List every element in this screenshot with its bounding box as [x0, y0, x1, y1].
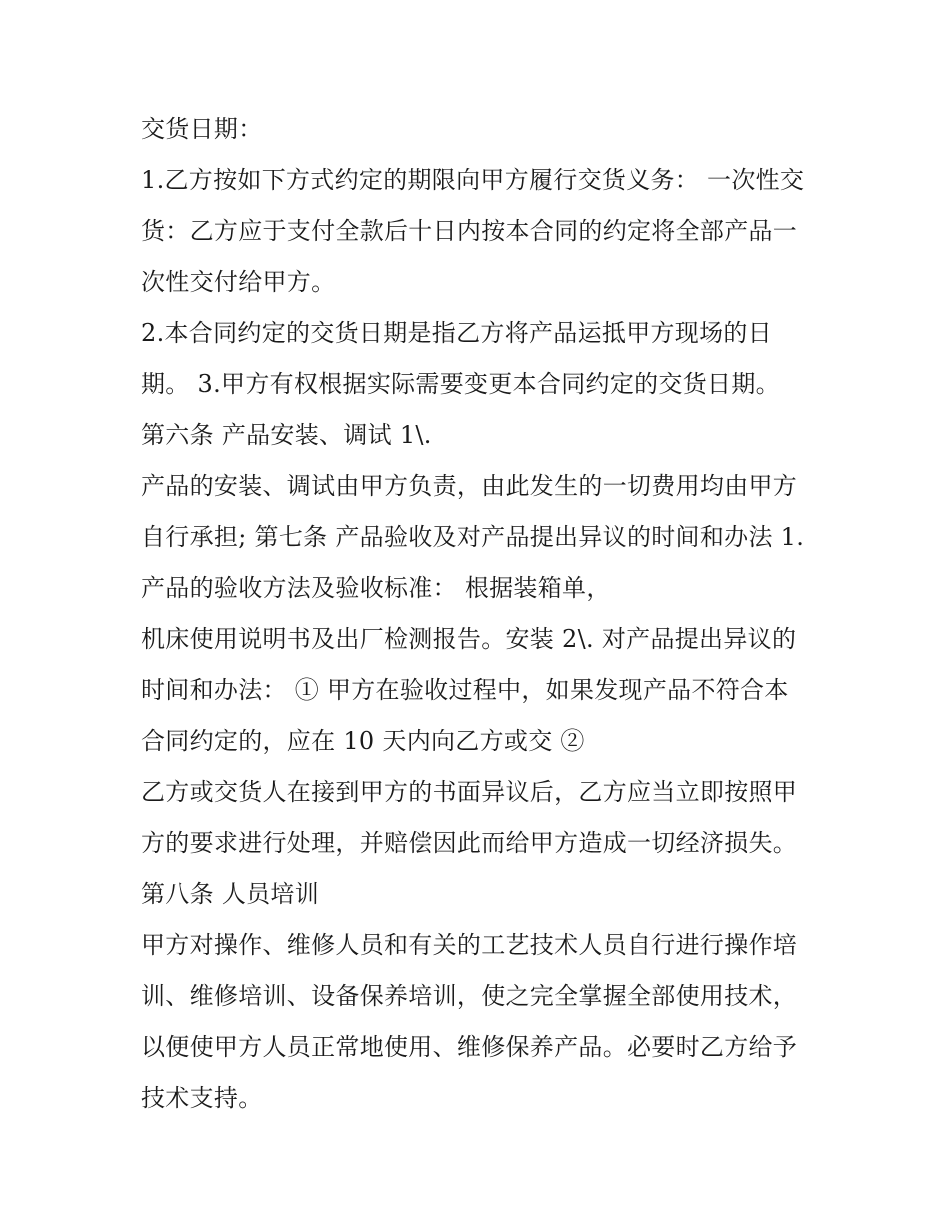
text-line: 方的要求进行处理，并赔偿因此而给甲方造成一切经济损失。 [141, 829, 798, 857]
section-heading: 第八条 人员培训 [141, 880, 320, 908]
section-heading: 第六条 产品安装、调试 1\. [141, 421, 432, 449]
text-line: 甲方对操作、维修人员和有关的工艺技术人员自行进行操作培 [141, 931, 798, 959]
text-line: 合同约定的，应在 10 天内向乙方或交 ② [141, 727, 585, 755]
text-line: 2.本合同约定的交货日期是指乙方将产品运抵甲方现场的日 [141, 319, 772, 347]
text-line: 以便使甲方人员正常地使用、维修保养产品。必要时乙方给予 [141, 1033, 798, 1061]
text-line: 交货日期： [141, 115, 263, 143]
text-line: 产品的安装、调试由甲方负责，由此发生的一切费用均由甲方 [141, 472, 798, 500]
text-line: 1.乙方按如下方式约定的期限向甲方履行交货义务： 一次性交 [141, 166, 805, 194]
text-line: 期。 3.甲方有权根据实际需要变更本合同约定的交货日期。 [141, 370, 780, 398]
text-line: 机床使用说明书及出厂检测报告。安装 2\. 对产品提出异议的 [141, 625, 797, 653]
text-line: 乙方或交货人在接到甲方的书面异议后，乙方应当立即按照甲 [141, 778, 798, 806]
document-body [141, 104, 821, 1124]
text-line: 次性交付给甲方。 [141, 268, 336, 296]
text-line: 训、维修培训、设备保养培训，使之完全掌握全部使用技术， [141, 982, 798, 1010]
text-line: 自行承担; 第七条 产品验收及对产品提出异议的时间和办法 1. [141, 523, 805, 551]
text-line: 技术支持。 [141, 1084, 263, 1112]
text-line: 产品的验收方法及验收标准： 根据装箱单， [141, 574, 611, 602]
text-line: 货：乙方应于支付全款后十日内按本合同的约定将全部产品一 [141, 217, 798, 245]
text-line: 时间和办法： ① 甲方在验收过程中，如果发现产品不符合本 [141, 676, 789, 704]
